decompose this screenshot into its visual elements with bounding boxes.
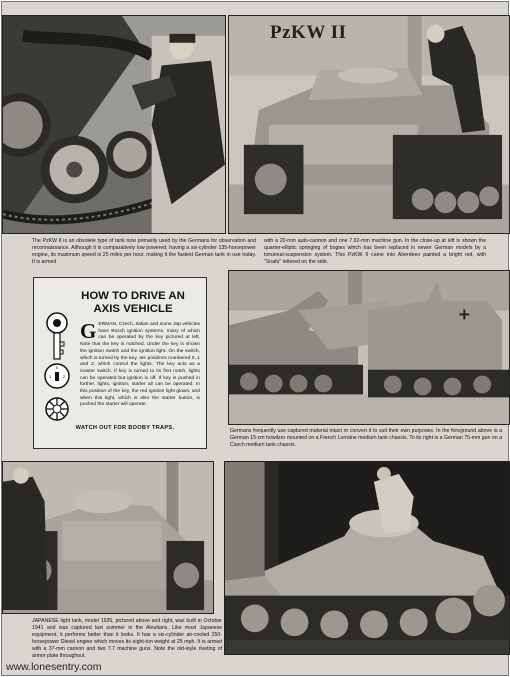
dropcap-letter: G: [80, 319, 97, 343]
photo-japanese-tank-side: [224, 461, 510, 655]
how-to-drive-text: [80, 319, 200, 409]
caption-pzkw-right: with a 20-mm auto-cannon and one 7.92-mm machine gun. In the close-up at left is shown the quarter-elliptic springing of bogies which has been replaced in newer German models by a torsional-suspension system. This PzKW II came into Aberdeen painted a bright red, with "Snafu" lettered on the side.: [264, 238, 486, 265]
caption-pzkw-left: The PzKW II is an obsolete type of tank now primarily used by the Germans for observation and reconnaissance. Although it is comparatively low powered, having a six-cylinder 135-horsepower engine, its maximum speed is 25 miles per hour, making it the fastest German tank in use today. It is armed: [32, 238, 256, 265]
booby-trap-warning: WATCH OUT FOR BOOBY TRAPS.: [75, 425, 175, 431]
svg-text:2: 2: [62, 374, 66, 379]
photo-captured-vehicles: [228, 270, 510, 425]
photo-title-pzkw: PzKW II: [270, 22, 347, 43]
caption-japanese-tank: JAPANESE light tank, model 1935, pictured above and right, was built in October 1941 and was captured last summer in the Aleutians. Like most Japanese equipment, it performs better than it looks. It has a six-cylinder air-cooled 250-horsepower Diesel engine which moves its eight-ton weight at 25 mph. It is armed with a 37-mm cannon and two 7.7 machine guns. Note the old-style riveting of armor plate throughout.: [32, 618, 222, 659]
svg-text:1: 1: [48, 374, 52, 379]
caption-captured-material: Germans frequently use captured material intact or convert it to suit their own purposes. In the foreground above is a German 15-cm howitzer mounted on a French Lorraine medium tank chassis. To its right is a German 75-mm gun on a Czech medium tank chassis.: [230, 428, 502, 448]
svg-text:0: 0: [55, 365, 59, 370]
how-to-drive-title: HOW TO DRIVE AN AXIS VEHICLE: [81, 290, 185, 315]
photo-pzkw-ii: [228, 15, 510, 234]
photo-japanese-tank-front: [2, 461, 214, 614]
magazine-page: [1, 1, 509, 676]
ignition-key-diagram: [42, 312, 72, 422]
footer-url: www.lonesentry.com: [6, 661, 102, 673]
photo-track-closeup: [2, 15, 226, 234]
how-to-drive-body: ERMAN, Czech, Italian and some Jap vehicles have Bosch ignition systems, many of which can be operated by the key pictured at left. Note that the key is notched. Under the key is shown the ignition switch and the ignition light. On the switch, which is turned by the key, are positions numbered 0, 1 and 2, which control the lights. The key acts as a master switch. If key is turned to its first notch, lights can be operated but ignition is off. If key is pushed in further, lights, ignition, starter all can be operated. In this position of the key, the red ignition light glows; and when this light, which is also the starter button, is pushed the starter will operate.: [80, 322, 200, 408]
how-to-drive-box: [33, 277, 207, 449]
